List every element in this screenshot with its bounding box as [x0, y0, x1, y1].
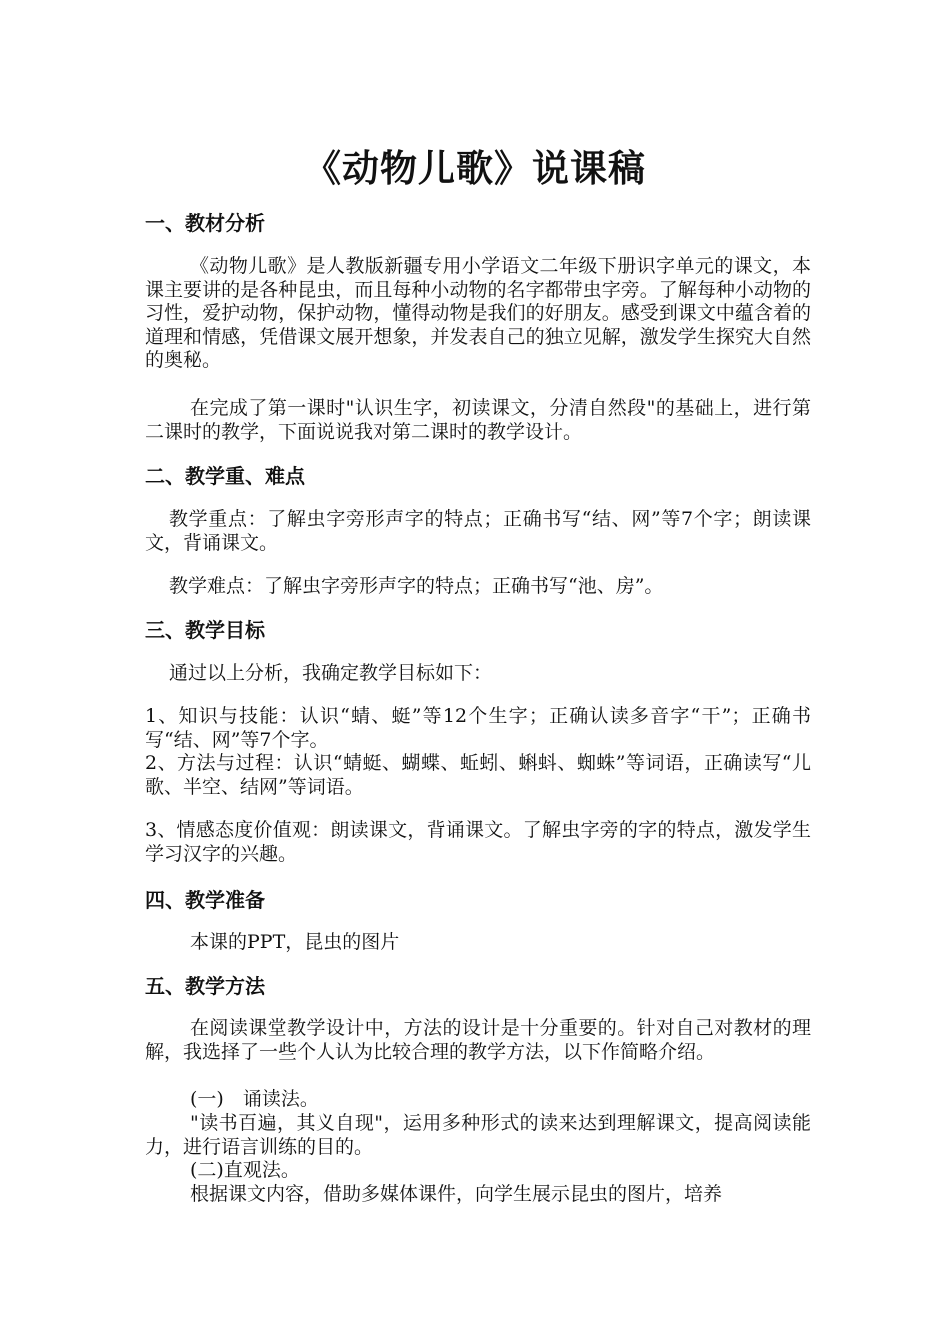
document-title: 《动物儿歌》说课稿 [304, 146, 646, 190]
section-heading-methods: 五、教学方法 [145, 974, 265, 998]
paragraph-key-point: 教学重点：了解虫字旁形声字的特点；正确书写“结、网”等7个字；朗读课文，背诵课文。 [145, 508, 811, 554]
paragraph-method-1-description: "读书百遍，其义自现"，运用多种形式的读来达到理解课文，提高阅读能力，进行语言训练的目的。 [145, 1112, 811, 1158]
paragraph-objective-3: 3、情感态度价值观：朗读课文，背诵课文。了解虫字旁的字的特点，激发学生学习汉字的兴趣。 [145, 819, 811, 865]
section-heading-materials: 一、教材分析 [145, 211, 265, 235]
paragraph-difficult-point: 教学难点：了解虫字旁形声字的特点；正确书写“池、房”。 [169, 575, 664, 597]
paragraph-objective-2: 2、方法与过程：认识“蜻蜓、蝴蝶、蚯蚓、蝌蚪、蜘蛛”等词语，正确读写“儿歌、半空、结网”等词语。 [145, 752, 811, 798]
method-2-title: (二)直观法。 [190, 1159, 300, 1181]
paragraph-preparation: 本课的PPT，昆虫的图片 [190, 931, 400, 953]
paragraph-method-2-description: 根据课文内容，借助多媒体课件，向学生展示昆虫的图片，培养 [190, 1183, 723, 1205]
method-1-title: (一) 诵读法。 [190, 1088, 319, 1110]
paragraph-objectives-intro: 通过以上分析，我确定教学目标如下： [169, 662, 493, 684]
paragraph-methods-intro: 在阅读课堂教学设计中，方法的设计是十分重要的。针对自己对教材的理解，我选择了一些个人认为比较合理的教学方法，以下作简略介绍。 [145, 1017, 811, 1063]
paragraph-materials-1: 《动物儿歌》是人教版新疆专用小学语文二年级下册识字单元的课文，本课主要讲的是各种昆虫，而且每种小动物的名字都带虫字旁。了解每种小动物的习性，爱护动物，保护动物，懂得动物是我们的好朋友。感受到课文中蕴含着的道理和情感，凭借课文展开想象，并发表自己的独立见解，激发学生探究大自然的奥秘。 [145, 255, 811, 371]
section-heading-objectives: 三、教学目标 [145, 618, 265, 642]
section-heading-key-points: 二、教学重、难点 [145, 464, 305, 488]
paragraph-materials-2: 在完成了第一课时"认识生字，初读课文，分清自然段"的基础上，进行第二课时的教学，下面说说我对第二课时的教学设计。 [145, 397, 811, 443]
section-heading-preparation: 四、教学准备 [145, 888, 265, 912]
paragraph-objective-1: 1、知识与技能：认识“蜻、蜓”等12个生字；正确认读多音字“干”；正确书写“结、网”等7个字。 [145, 705, 811, 751]
